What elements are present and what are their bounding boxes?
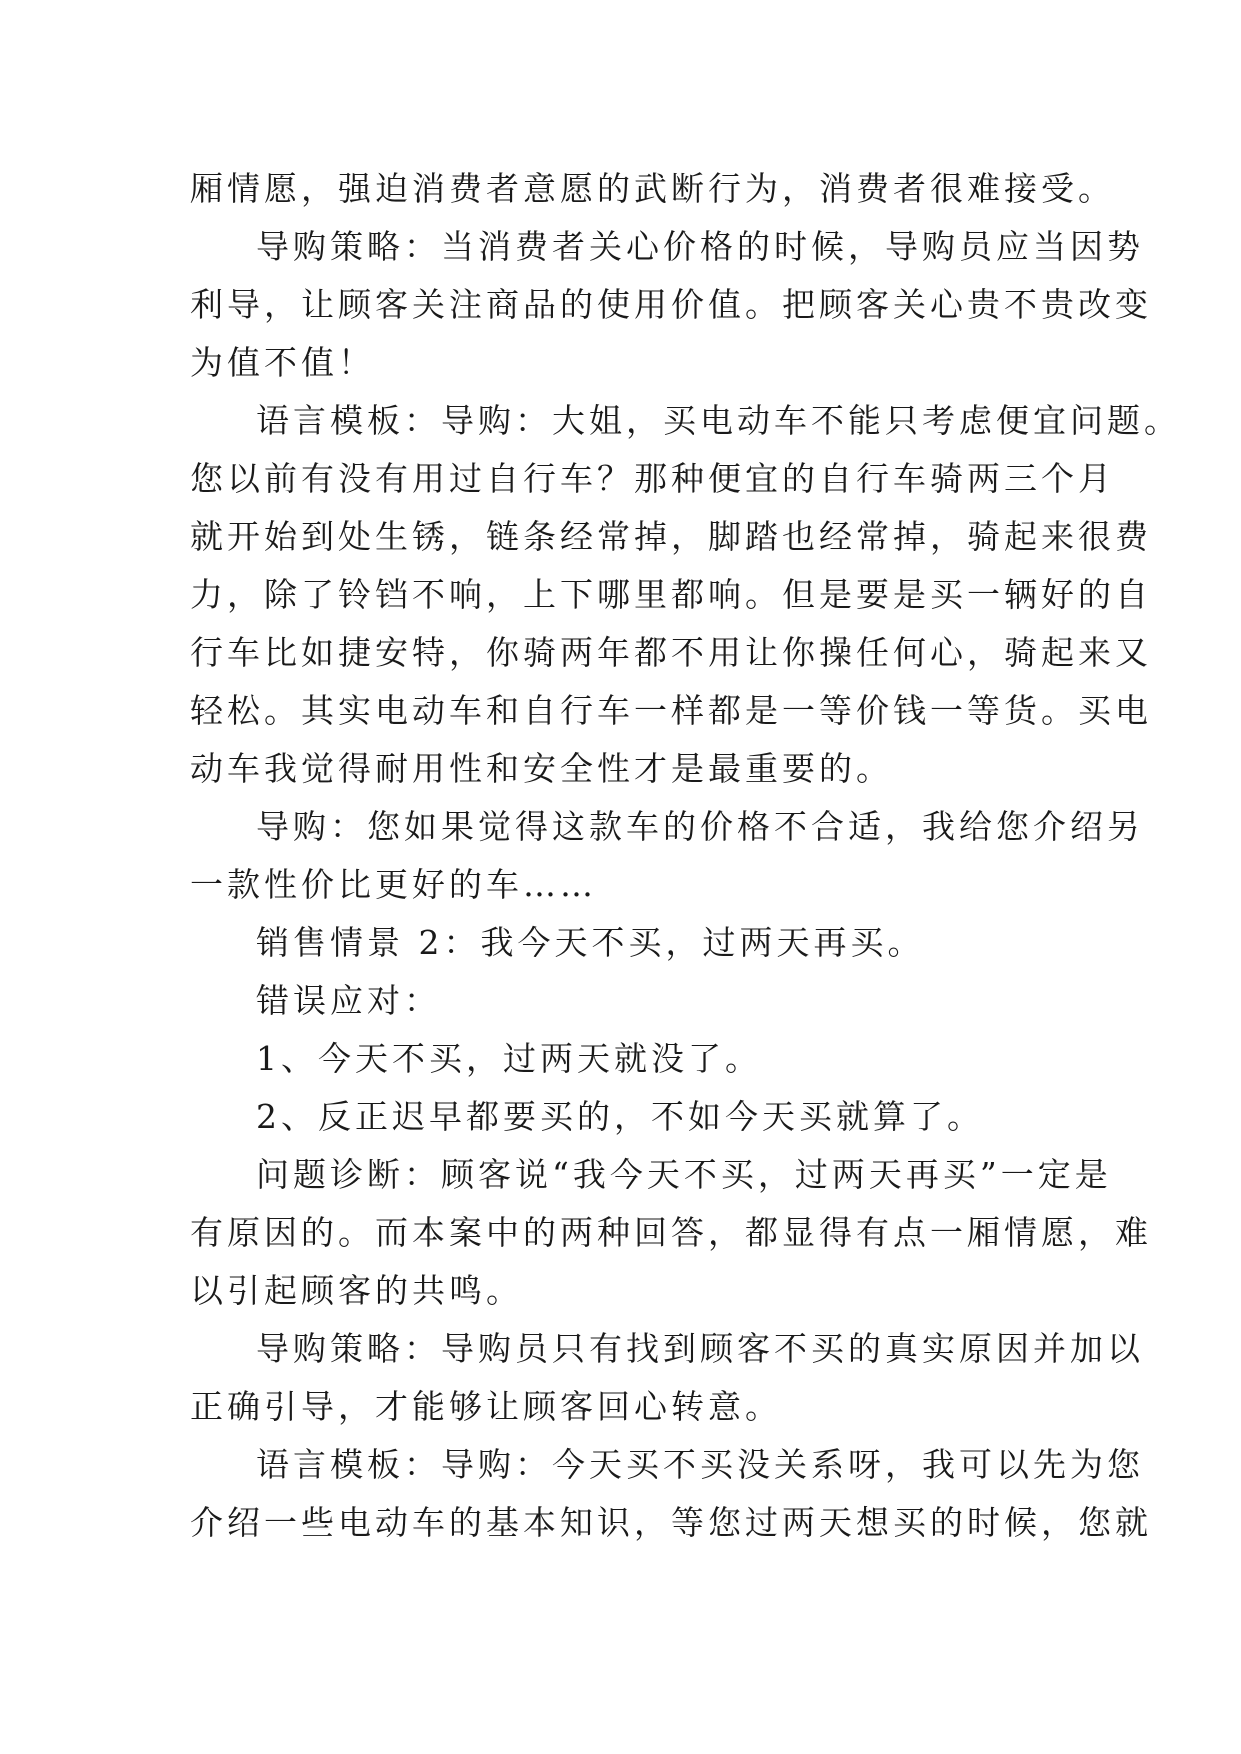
paragraph-line: 以引起顾客的共鸣。 — [190, 1271, 523, 1310]
paragraph-line: 厢情愿，强迫消费者意愿的武断行为，消费者很难接受。 — [190, 169, 1115, 208]
paragraph-line: 利导，让顾客关注商品的使用价值。把顾客关心贵不贵改变 — [190, 285, 1152, 324]
paragraph-line: 轻松。其实电动车和自行车一样都是一等价钱一等货。买电 — [190, 691, 1152, 730]
paragraph-line: 就开始到处生锈，链条经常掉，脚踏也经常掉，骑起来很费 — [190, 517, 1152, 556]
paragraph-first-line: 语言模板：导购：大姐，买电动车不能只考虑便宜问题。 — [256, 401, 1181, 440]
paragraph-first-line: 2、反正迟早都要买的，不如今天买就算了。 — [256, 1097, 984, 1136]
paragraph-line: 您以前有没有用过自行车？那种便宜的自行车骑两三个月 — [190, 459, 1115, 498]
paragraph-first-line: 导购：您如果觉得这款车的价格不合适，我给您介绍另 — [256, 807, 1144, 846]
paragraph-first-line: 导购策略：导购员只有找到顾客不买的真实原因并加以 — [256, 1329, 1144, 1368]
paragraph-line: 正确引导，才能够让顾客回心转意。 — [190, 1387, 782, 1426]
paragraph-line: 一款性价比更好的车…… — [190, 865, 597, 904]
document-body — [190, 160, 1181, 1552]
paragraph-line: 行车比如捷安特，你骑两年都不用让你操任何心，骑起来又 — [190, 633, 1152, 672]
paragraph-line: 力，除了铃铛不响，上下哪里都响。但是要是买一辆好的自 — [190, 575, 1152, 614]
paragraph-line: 介绍一些电动车的基本知识，等您过两天想买的时候，您就 — [190, 1503, 1152, 1542]
paragraph-first-line: 导购策略：当消费者关心价格的时候，导购员应当因势 — [256, 227, 1144, 266]
paragraph-first-line: 销售情景 2：我今天不买，过两天再买。 — [256, 923, 925, 962]
paragraph-line: 动车我觉得耐用性和安全性才是最重要的。 — [190, 749, 893, 788]
paragraph-first-line: 问题诊断：顾客说“我今天不买，过两天再买”一定是 — [256, 1155, 1112, 1194]
paragraph-first-line: 语言模板：导购：今天买不买没关系呀，我可以先为您 — [256, 1445, 1144, 1484]
paragraph-first-line: 1、今天不买，过两天就没了。 — [256, 1039, 762, 1078]
paragraph-first-line: 错误应对： — [256, 981, 441, 1020]
paragraph-line: 有原因的。而本案中的两种回答，都显得有点一厢情愿，难 — [190, 1213, 1152, 1252]
paragraph-line: 为值不值！ — [190, 343, 375, 382]
